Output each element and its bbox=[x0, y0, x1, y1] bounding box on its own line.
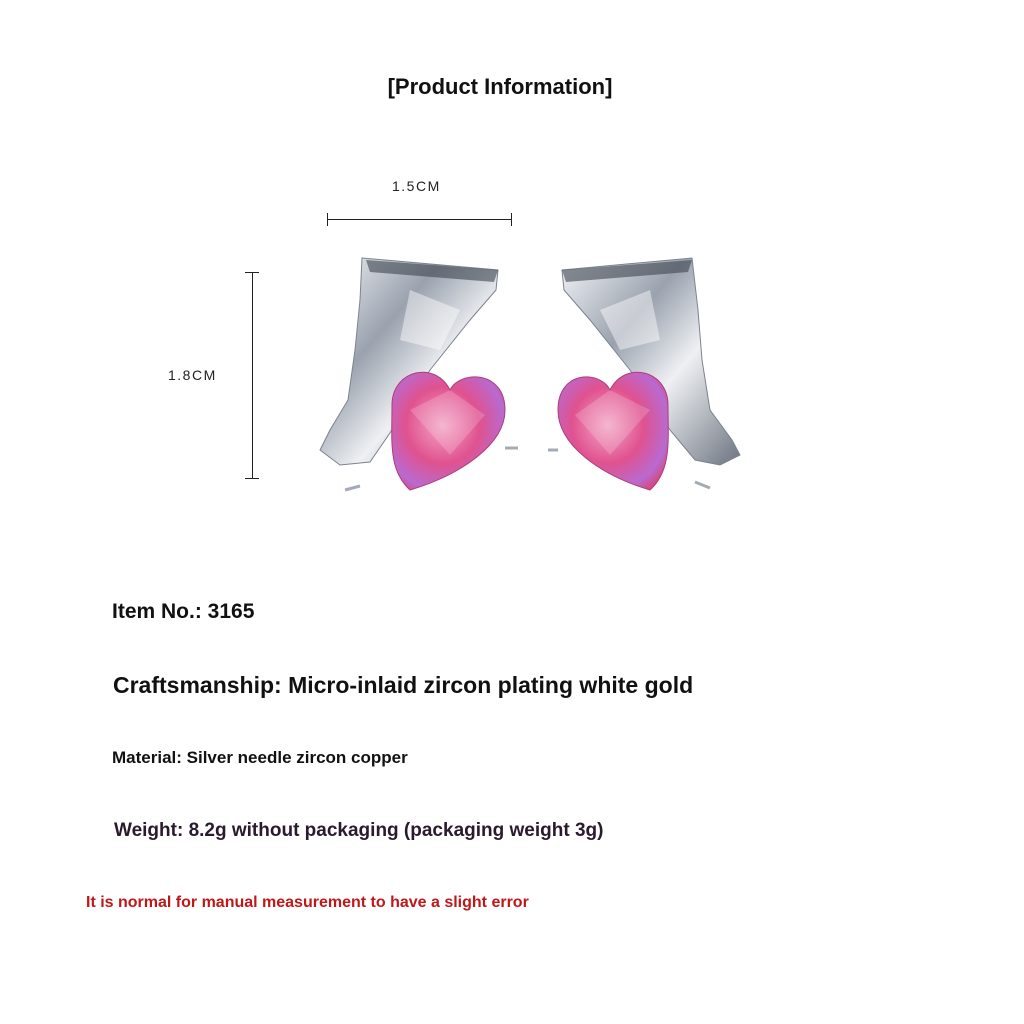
craftsmanship-text: Craftsmanship: Micro-inlaid zircon plating white gold bbox=[113, 672, 694, 698]
weight-text: Weight: 8.2g without packaging (packaging weight 3g) bbox=[114, 820, 604, 841]
height-dimension-line bbox=[252, 272, 253, 479]
page-title: [Product Information] bbox=[387, 74, 613, 99]
width-dimension-tick-right bbox=[511, 213, 512, 226]
material-text: Material: Silver needle zircon copper bbox=[112, 748, 408, 767]
height-dimension-tick-top bbox=[245, 272, 259, 273]
measurement-note: It is normal for manual measurement to have a slight error bbox=[86, 894, 529, 911]
heart-earring-icon bbox=[300, 250, 760, 510]
width-dimension-tick-left bbox=[327, 213, 328, 226]
left-earring bbox=[320, 258, 518, 490]
height-dimension-tick-bottom bbox=[245, 478, 259, 479]
width-dimension-line bbox=[327, 219, 512, 220]
right-earring bbox=[548, 258, 740, 490]
height-label: 1.8CM bbox=[168, 367, 217, 383]
width-label: 1.5CM bbox=[392, 178, 441, 194]
item-number: Item No.: 3165 bbox=[112, 600, 255, 623]
